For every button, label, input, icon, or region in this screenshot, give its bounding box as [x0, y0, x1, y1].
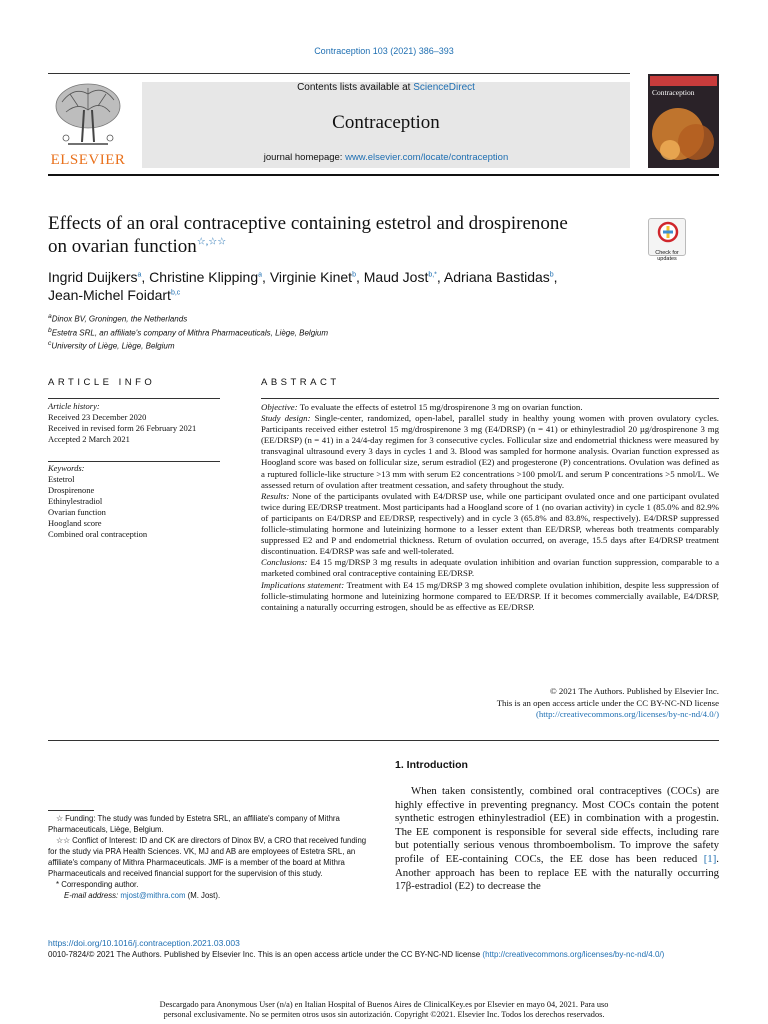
abstract-rule — [261, 398, 719, 399]
masthead-rule — [48, 174, 719, 176]
footer-license-link[interactable]: (http://creativecommons.org/licenses/by-nc-nd/4.0/) — [482, 950, 665, 959]
keyword-item: Ovarian function — [48, 507, 106, 517]
article-history — [48, 401, 228, 445]
crossmark-icon — [649, 219, 687, 245]
revised-date: Received in revised form 26 February 2021 — [48, 423, 197, 433]
journal-citation[interactable]: Contraception 103 (2021) 386–393 — [314, 46, 454, 56]
footnotes — [48, 813, 374, 901]
abstract-conclusions: Conclusions: E4 15 mg/DRSP 3 mg results in adequate ovulation inhibition and ovarian function suppression, comparable to a marketed combined oral contraceptive containing EE/DRSP. — [261, 557, 719, 579]
affiliation-mark[interactable]: b,* — [428, 271, 437, 279]
journal-title: Contraception — [332, 112, 440, 133]
tree-icon — [48, 80, 128, 150]
history-label: Article history: — [48, 401, 100, 411]
doi-link[interactable]: https://doi.org/10.1016/j.contraception.2021.03.003 — [48, 938, 240, 948]
introduction-heading: 1. Introduction — [395, 759, 468, 771]
affiliation-item: $^a$Dinox BV, Groningen, the Netherlands — [48, 313, 188, 324]
affiliation-mark[interactable]: b,c — [170, 289, 181, 297]
author-name[interactable]: Virginie Kinet — [269, 269, 353, 285]
keyword-item: Ethinylestradiol — [48, 496, 103, 506]
affiliations — [48, 311, 718, 352]
keywords-rule — [48, 461, 220, 462]
elsevier-logo[interactable] — [48, 80, 128, 170]
keyword-item: Estetrol — [48, 474, 75, 484]
affiliation-mark[interactable]: b — [352, 271, 356, 279]
header-rule — [48, 73, 630, 74]
license-statement: 0010-7824/© 2021 The Authors. Published by Elsevier Inc. This is an open access article under the CC BY-NC-ND license (http://creativecommons.org/licenses/by-nc-nd/4.0/) — [48, 950, 665, 959]
author-name[interactable]: Ingrid Duijkers — [48, 269, 138, 285]
introduction-body: When taken consistently, combined oral contraceptives (COCs) are highly effective in preventing pregnancy. Most COCs contain the potent synthetic estrogen ethinylestradiol (EE) in combination with a progestin. The EE component is responsible for several side effects, including rare but potentially serious venous thromboembolism. To improve the safety profile of EE-containing COCs, the EE dose has been reduced [1]. Another approach has been to replace EE with the naturally occurring 17β-estradiol (E2) to decrease the — [395, 785, 719, 893]
author-name[interactable]: Maud Jost — [363, 269, 429, 285]
author-name[interactable]: Adriana Bastidas — [443, 269, 550, 285]
email-footnote: E-mail address: mjost@mithra.com (M. Jost). — [64, 891, 221, 900]
section-rule — [48, 740, 719, 741]
journal-homepage: journal homepage: www.elsevier.com/locate/contraception — [263, 152, 509, 163]
email-link[interactable]: mjost@mithra.com — [120, 891, 186, 900]
affiliation-mark[interactable]: a — [258, 271, 263, 279]
keywords — [48, 463, 228, 540]
keyword-item: Hoogland score — [48, 518, 102, 528]
author-list: Ingrid Duijkers$^a$, Christine Klipping$^a$, Virginie Kinet$^b$, Maud Jost$^{b,*}$, Adriana Bastidas$^b$, Jean-Michel Foidart$^{b,c}$ — [48, 269, 558, 303]
check-for-updates-badge[interactable] — [648, 218, 686, 262]
article-info-heading: ARTICLE INFO — [48, 377, 156, 388]
contents-line: Contents lists available at ScienceDirect — [297, 82, 475, 93]
license-link[interactable]: (http://creativecommons.org/licenses/by-nc-nd/4.0/) — [535, 709, 719, 719]
sciencedirect-link[interactable]: ScienceDirect — [413, 82, 475, 93]
affiliation-mark[interactable]: b — [549, 271, 554, 279]
crossmark-label: Check for updates — [655, 250, 679, 262]
author-name[interactable]: Jean-Michel Foidart — [48, 287, 171, 303]
conflict-footnote: ☆☆ Conflict of Interest: ID and CK are directors of Dinox BV, a CRO that received funding for the study via PRA Health Sciences. VK, MJ and AB are employees of Estetra SRL, an affiliate's company of Mithra Pharmaceuticals. JMF is a member of the board at Mithra Pharmaceuticals and received financial support for the supervision of this study. — [48, 836, 367, 878]
abstract-body — [261, 402, 719, 613]
publisher-name: ELSEVIER — [50, 152, 126, 168]
funding-footnote: ☆ Funding: The study was funded by Estetra SRL, an affiliate's company of Mithra Pharmaceuticals, Liège, Belgium. — [48, 814, 340, 834]
abstract-copyright: © 2021 The Authors. Published by Elsevier Inc. This is an open access article under the CC BY-NC-ND license (http://creativecommons.org/licenses/by-nc-nd/4.0/) — [496, 686, 719, 719]
keyword-item: Combined oral contraception — [48, 529, 148, 539]
title-footnote-marks[interactable]: ☆,☆☆ — [196, 236, 227, 248]
abstract-implications: Implications statement: Treatment with E4 15 mg/DRSP 3 mg showed complete ovulation inhibition, despite less suppression of follicle-stimulating hormone and luteinizing hormone compared to EE/DRSP. If it becomes commercially available, E4/DRSP, containing a naturally occurring estrogen, should be as effective as EE/DRSP. — [261, 579, 719, 612]
abstract-results: Results: None of the participants ovulated with E4/DRSP use, while one participant ovulated once and one participant ovulated twice during EE/DRSP treatment. Most participants had a Hoogland score of 1 (no ovarian activity) in cycle 1 (85.0% and 82.9% of participants on E4/DRSP and EE/DRSP, respectively) and in cycle 3 (65.8% and 83.8%, respectively). E4/DRSP suppressed follicle-stimulating hormone and luteinizing hormone to a lesser extent than EE/DRSP, whereas both treatments comparably suppressed E2 and P and endometrial thickness. Return of ovulation occurred, on average, 15.5 days after E4/DRSP treatment discontinuation. E4/DRSP was safe and well-tolerated. — [261, 490, 720, 557]
affiliation-item: $^c$University of Liège, Liège, Belgium — [48, 340, 175, 351]
footnote-rule — [48, 810, 94, 811]
author-name[interactable]: Christine Klipping — [149, 269, 259, 285]
abstract-heading: ABSTRACT — [261, 377, 340, 388]
received-date: Received 23 December 2020 — [48, 412, 147, 422]
article-title: Effects of an oral contraceptive containing estetrol and drospirenone on ovarian function☆,☆☆ — [48, 213, 568, 257]
affiliation-item: $^b$Estetra SRL, an affiliate's company of Mithra Pharmaceuticals, Liège, Belgium — [48, 326, 329, 338]
accepted-date: Accepted 2 March 2021 — [48, 434, 130, 444]
cover-title: Contraception — [652, 88, 695, 97]
homepage-link[interactable]: www.elsevier.com/locate/contraception — [345, 152, 509, 163]
abstract-objective: Objective: To evaluate the effects of estetrol 15 mg/drospirenone 3 mg on ovarian function. — [261, 402, 583, 412]
corresponding-footnote: * Corresponding author. — [56, 880, 139, 889]
reference-link[interactable]: [1] — [703, 852, 717, 865]
article-info-rule — [48, 398, 220, 399]
download-notice: Descargado para Anonymous User (n/a) en Italian Hospital of Buenos Aires de ClinicalKey.es por Elsevier en mayo 04, 2021. Para uso personal exclusivamente. No se permiten otros usos sin autorización. Copyright ©2021. Elsevier Inc. Todos los derechos reservados. — [159, 1000, 609, 1019]
keyword-item: Drospirenone — [48, 485, 95, 495]
abstract-study-design: Study design: Single-center, randomized, open-label, parallel study in healthy young women with proven ovulatory cycles. Participants received either estetrol 15 mg/drospirenone 3 mg (E4/DRSP) (n = 41) or ethinylestradiol 20 µg/drospirenone 3 mg (EE/DRSP) (n = 41) in a 24/4-day regimen for 3 consecutive cycles. Follicular size and endometrial thickness were measured by transvaginal ultrasound every 3 days in cycles 1 and 3. Blood was sampled for hormone analysis. Ovarian function expressed as Hoogland score was based on follicular size, serum estradiol (E2) and progesterone (P) concentrations. Ovulation was defined as a ruptured follicle-like structure >13 mm with serum E2 concentrations >100 pmol/L and serum P concentrations >5 nmol/L. We assessed return of ovulation after treatment cessation, and safety throughout the study. — [261, 413, 720, 490]
journal-cover[interactable] — [648, 74, 719, 168]
affiliation-mark[interactable]: a — [137, 271, 142, 279]
keywords-label: Keywords: — [48, 463, 85, 473]
